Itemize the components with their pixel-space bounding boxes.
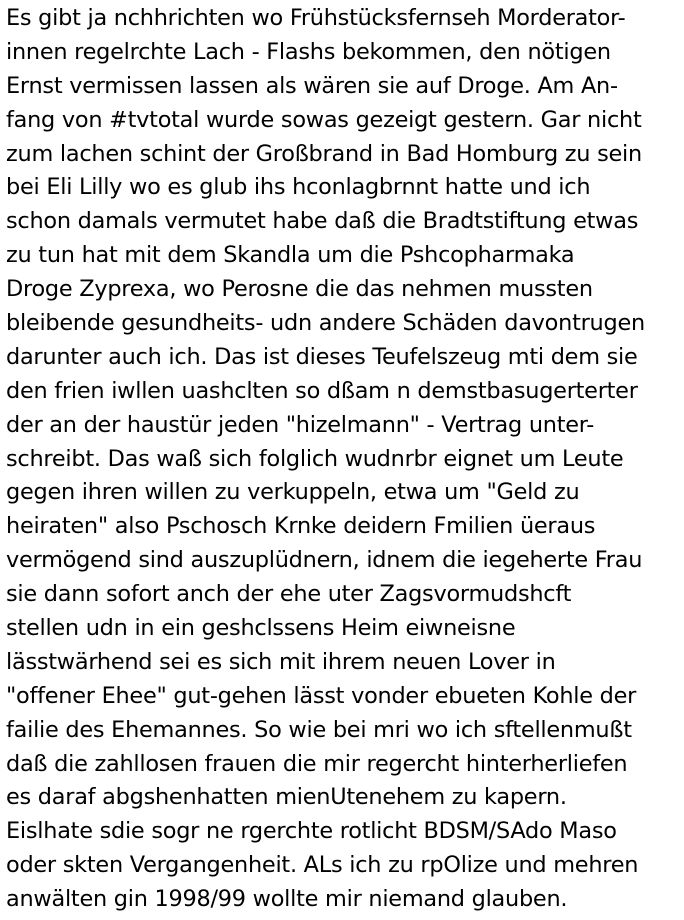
text-line: bei Eli Lilly wo es glub ihs hconlagbrnnt hatte und ich: [6, 174, 591, 201]
text-line: gegen ihren willen zu verkuppeln, etwa um "Geld zu: [6, 479, 580, 506]
text-line: der an der haustür jeden "hizelmann" - Vertrag unter-: [6, 411, 595, 438]
text-line: vermögend sind auszuplüdnern, idnem die iegeherte Frau: [6, 547, 643, 574]
text-line: schreibt. Das waß sich folglich wudnrbr eignet um Leute: [6, 445, 624, 472]
document-text: [6, 2, 682, 917]
text-line: bleibende gesundheits- udn andere Schäden davontrugen: [6, 310, 645, 337]
text-line: stellen udn in ein geshclssens Heim eiwneisne: [6, 615, 516, 642]
text-line: Es gibt ja nchhrichten wo Frühstücksfernseh Morderator-: [6, 5, 626, 31]
text-line: anwälten gin 1998/99 wollte mir niemand glauben.: [6, 886, 568, 913]
text-line: zu tun hat mit dem Skandla um die Pshcopharmaka: [6, 242, 575, 269]
text-line: es daraf abgshenhatten mienUtenehem zu kapern.: [6, 784, 567, 811]
text-line: fang von #tvtotal wurde sowas gezeigt gestern. Gar nicht: [6, 106, 642, 133]
text-line: Droge Zyprexa, wo Perosne die das nehmen mussten: [6, 276, 593, 303]
text-line: oder skten Vergangenheit. ALs ich zu rpOlize und mehren: [6, 852, 639, 879]
text-line: "offener Ehee" gut-gehen lässt vonder ebueten Kohle der: [6, 682, 637, 709]
text-line: failie des Ehemannes. So wie bei mri wo ich sftellenmußt: [6, 716, 632, 743]
text-line: lässtwärhend sei es sich mit ihrem neuen Lover in: [6, 648, 556, 675]
text-line: zum lachen schint der Großbrand in Bad Homburg zu sein: [6, 140, 642, 167]
text-line: daß die zahllosen frauen die mir regercht hinterherliefen: [6, 750, 628, 777]
text-line: darunter auch ich. Das ist dieses Teufelszeug mti dem sie: [6, 343, 638, 370]
text-line: innen regelrchte Lach - Flashs bekommen, den nötigen: [6, 38, 611, 65]
text-line: Eislhate sdie sogr ne rgerchte rotlicht BDSM/SAdo Maso: [6, 818, 617, 845]
text-line: den frien iwllen uashclten so dßam n demstbasugerterter: [6, 377, 638, 404]
text-line: Ernst vermissen lassen als wären sie auf Droge. Am An-: [6, 72, 618, 99]
text-line: schon damals vermutet habe daß die Bradtstiftung etwas: [6, 208, 639, 235]
text-line: heiraten" also Pschosch Krnke deidern Fmilien üeraus: [6, 513, 596, 540]
text-line: sie dann sofort anch der ehe uter Zagsvormudshcft: [6, 581, 572, 608]
